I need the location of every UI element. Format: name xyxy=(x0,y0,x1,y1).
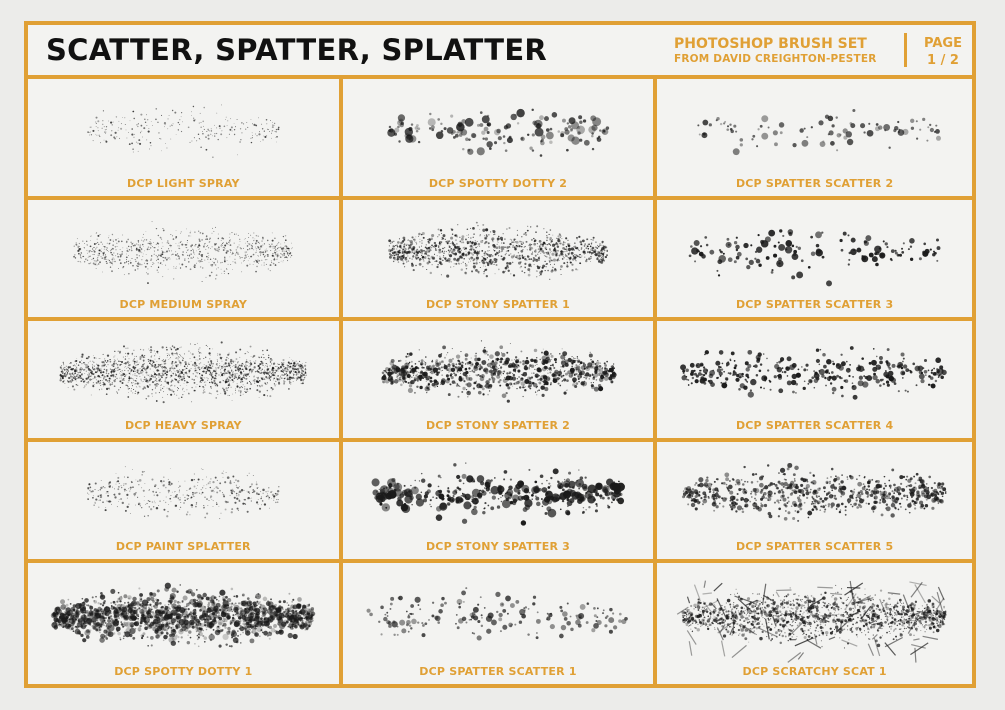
brush-tile xyxy=(343,79,658,200)
brush-tile xyxy=(657,563,972,684)
brush-tile xyxy=(657,79,972,200)
brush-label: DCP SPATTER SCATTER 4 xyxy=(735,419,894,432)
brush-tile xyxy=(343,200,658,321)
brush-label: DCP SPATTER SCATTER 5 xyxy=(735,540,894,553)
brush-tile xyxy=(28,79,343,200)
page-label: PAGE xyxy=(924,36,962,51)
brush-label: DCP LIGHT SPRAY xyxy=(127,177,240,190)
brush-grid xyxy=(28,79,972,684)
brush-tile xyxy=(28,200,343,321)
brush-tile xyxy=(343,563,658,684)
brush-label: DCP STONY SPATTER 1 xyxy=(425,298,571,311)
page-title: SCATTER, SPATTER, SPLATTER xyxy=(46,33,548,67)
brush-label: DCP STONY SPATTER 3 xyxy=(425,540,571,553)
brush-tile xyxy=(343,442,658,563)
brush-tile xyxy=(28,442,343,563)
brush-label: DCP MEDIUM SPRAY xyxy=(119,298,248,311)
brush-label: DCP SPATTER SCATTER 2 xyxy=(735,177,894,190)
brush-tile xyxy=(28,321,343,442)
header-divider xyxy=(904,33,907,67)
header xyxy=(28,25,972,79)
brush-tile xyxy=(343,321,658,442)
page-indicator xyxy=(912,35,974,69)
brush-sheet xyxy=(24,21,976,688)
brush-tile xyxy=(657,321,972,442)
brush-tile xyxy=(657,200,972,321)
page-number: 1 / 2 xyxy=(927,53,959,68)
brush-label: DCP SCRATCHY SCAT 1 xyxy=(742,665,887,678)
brush-label: DCP SPATTER SCATTER 3 xyxy=(735,298,894,311)
brush-label: DCP SPOTTY DOTTY 2 xyxy=(428,177,568,190)
brush-label: DCP STONY SPATTER 2 xyxy=(425,419,571,432)
brush-label: DCP SPOTTY DOTTY 1 xyxy=(114,665,253,678)
brush-tile xyxy=(657,442,972,563)
subtitle-block xyxy=(674,35,904,66)
brush-tile xyxy=(28,563,343,684)
subtitle-line1: PHOTOSHOP BRUSH SET xyxy=(674,36,867,52)
brush-label: DCP HEAVY SPRAY xyxy=(124,419,242,432)
subtitle-line2: FROM DAVID CREIGHTON-PESTER xyxy=(674,53,877,65)
brush-label: DCP SPATTER SCATTER 1 xyxy=(419,665,577,678)
brush-label: DCP PAINT SPLATTER xyxy=(115,540,251,553)
